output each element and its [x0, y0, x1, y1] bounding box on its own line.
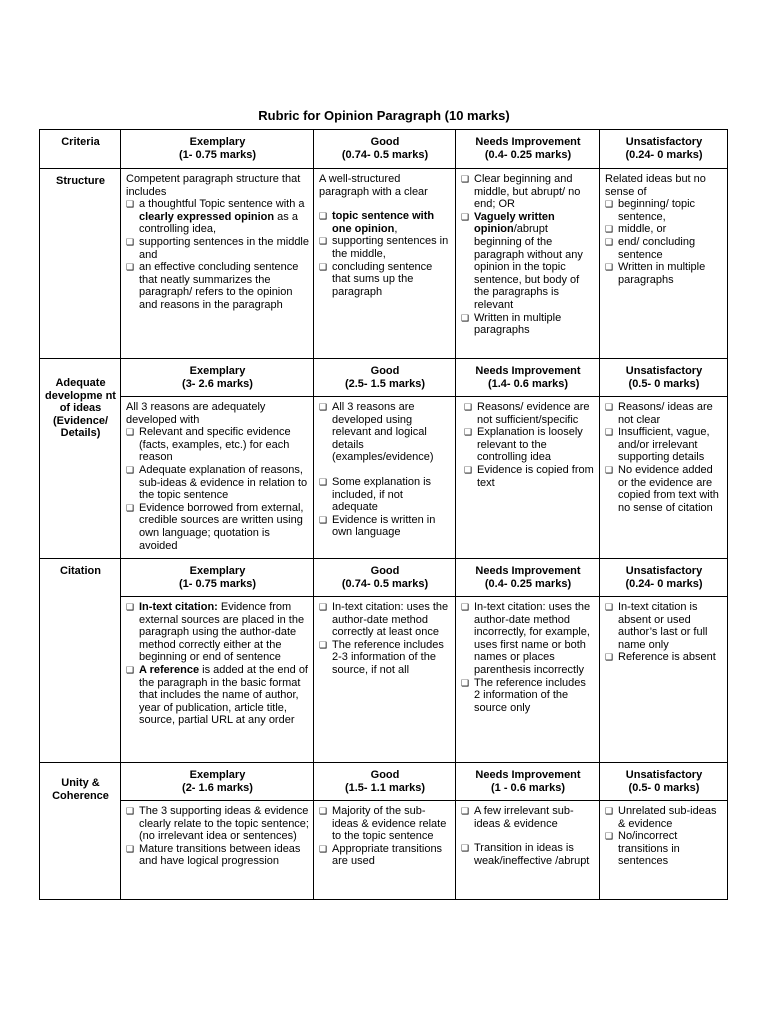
citation-good-header: Good (0.74- 0.5 marks): [314, 559, 456, 597]
checkbox-icon: ❑: [464, 464, 473, 475]
checkbox-icon: ❑: [605, 199, 614, 210]
checkbox-icon: ❑: [605, 464, 614, 475]
checkbox-icon: ❑: [126, 427, 135, 438]
header-row: [40, 130, 728, 169]
adequate-needs-cell: ❑ Reasons/ evidence are not sufficient/specific ❑ Explanation is loosely relevant to the controlling idea ❑ Evidence is copied from text: [456, 397, 600, 559]
checkbox-icon: ❑: [126, 464, 135, 475]
structure-row: [40, 169, 728, 359]
checkbox-icon: ❑: [319, 211, 328, 222]
checkbox-icon: ❑: [319, 514, 328, 525]
unity-good-header: Good (1.5- 1.1 marks): [314, 763, 456, 801]
unity-unsat-header: Unsatisfactory (0.5- 0 marks): [600, 763, 728, 801]
good-header: Good (0.74- 0.5 marks): [314, 130, 456, 169]
structure-exemplary-cell: Competent paragraph structure that includes ❑ a thoughtful Topic sentence with a clearly expressed opinion as a controlling idea, ❑ supporting sentences in the middle and ❑ an effective concluding sentence that neatly summarizes the paragraph/ refers to the opinion and reasons in the paragraph: [121, 169, 314, 359]
checkbox-icon: ❑: [126, 236, 135, 247]
checkbox-icon: ❑: [605, 402, 614, 412]
checkbox-icon: ❑: [605, 806, 614, 816]
criterion-citation: Citation: [40, 559, 121, 763]
checkbox-icon: ❑: [605, 236, 614, 247]
checkbox-icon: ❑: [319, 261, 328, 272]
adequate-header-row: [40, 359, 728, 397]
checkbox-icon: ❑: [319, 602, 328, 612]
unity-good-cell: ❑ Majority of the sub-ideas & evidence relate to the topic sentence ❑ Appropriate transitions are used: [314, 801, 456, 900]
checkbox-icon: ❑: [319, 476, 328, 487]
criterion-structure: Structure: [40, 169, 121, 359]
exemplary-header: Exemplary (1- 0.75 marks): [121, 130, 314, 169]
adequate-good-cell: ❑ All 3 reasons are developed using relevant and logical details (examples/evidence) ❑ Some explanation is included, if not adequate ❑ Evidence is written in own language: [314, 397, 456, 559]
checkbox-icon: ❑: [605, 427, 614, 438]
adequate-exemplary-cell: All 3 reasons are adequately developed with ❑ Relevant and specific evidence (facts, examples, etc.) for each reason ❑ Adequate explanation of reasons, sub-ideas & evidence in relation to the topic sentence ❑ Evidence borrowed from external, credible sources are written using own language; quotation is avoided: [121, 397, 314, 559]
structure-good-cell: A well-structured paragraph with a clear ❑ topic sentence with one opinion, ❑ supporting sentences in the middle, ❑ concluding sentence that sums up the paragraph: [314, 169, 456, 359]
adequate-exemplary-header: Exemplary (3- 2.6 marks): [121, 359, 314, 397]
checkbox-icon: ❑: [605, 224, 614, 235]
checkbox-icon: ❑: [319, 236, 328, 247]
checkbox-icon: ❑: [319, 402, 328, 412]
checkbox-icon: ❑: [126, 262, 135, 273]
unsatisfactory-header: Unsatisfactory (0.24- 0 marks): [600, 130, 728, 169]
checkbox-icon: ❑: [464, 427, 473, 438]
unity-row: [40, 801, 728, 900]
adequate-row: [40, 397, 728, 559]
checkbox-icon: ❑: [319, 843, 328, 854]
checkbox-icon: ❑: [126, 199, 135, 210]
checkbox-icon: ❑: [126, 806, 135, 816]
unity-unsat-cell: ❑ Unrelated sub-ideas & evidence ❑ No/incorrect transitions in sentences: [600, 801, 728, 900]
criterion-unity: Unity & Coherence: [40, 763, 121, 900]
checkbox-icon: ❑: [126, 502, 135, 513]
checkbox-icon: ❑: [464, 402, 473, 412]
adequate-unsat-header: Unsatisfactory (0.5- 0 marks): [600, 359, 728, 397]
page-title: Rubric for Opinion Paragraph (10 marks): [258, 108, 510, 123]
citation-needs-cell: ❑ In-text citation: uses the author-date method incorrectly, for example, uses first name or both names or places parenthesis incorrectly ❑ The reference includes 2 information of the source only: [456, 597, 600, 763]
checkbox-icon: ❑: [461, 677, 470, 688]
citation-exemplary-header: Exemplary (1- 0.75 marks): [121, 559, 314, 597]
checkbox-icon: ❑: [605, 262, 614, 273]
structure-needs-cell: ❑ Clear beginning and middle, but abrupt/ no end; OR ❑ Vaguely written opinion/abrupt beginning of the paragraph without any opinion in the topic sentence, but body of the paragraphs is relevant ❑ Written in multiple paragraphs: [456, 169, 600, 359]
checkbox-icon: ❑: [605, 831, 614, 842]
unity-needs-header: Needs Improvement (1 - 0.6 marks): [456, 763, 600, 801]
checkbox-icon: ❑: [461, 602, 470, 612]
checkbox-icon: ❑: [319, 806, 328, 816]
criteria-header: Criteria: [40, 130, 121, 169]
checkbox-icon: ❑: [126, 843, 135, 854]
adequate-good-header: Good (2.5- 1.5 marks): [314, 359, 456, 397]
citation-row: [40, 597, 728, 763]
citation-needs-header: Needs Improvement (0.4- 0.25 marks): [456, 559, 600, 597]
citation-unsat-header: Unsatisfactory (0.24- 0 marks): [600, 559, 728, 597]
adequate-unsat-cell: ❑ Reasons/ ideas are not clear ❑ Insufficient, vague, and/or irrelevant supporting details ❑ No evidence added or the evidence are copied from text with no sense of citation: [600, 397, 728, 559]
checkbox-icon: ❑: [461, 843, 470, 854]
structure-unsat-cell: Related ideas but no sense of ❑ beginning/ topic sentence, ❑ middle, or ❑ end/ concluding sentence ❑ Written in multiple paragraphs: [600, 169, 728, 359]
checkbox-icon: ❑: [461, 211, 470, 222]
unity-header-row: [40, 763, 728, 801]
checkbox-icon: ❑: [461, 806, 470, 816]
adequate-needs-header: Needs Improvement (1.4- 0.6 marks): [456, 359, 600, 397]
criterion-adequate: Adequate developme nt of ideas (Evidence/ Details): [40, 359, 121, 559]
checkbox-icon: ❑: [319, 639, 328, 650]
citation-exemplary-cell: ❑ In-text citation: Evidence from external sources are placed in the paragraph using the author-date method correctly either at the beginning or end of sentence ❑ A reference is added at the end of the paragraph in the basic format that includes the name of author, year of publication, article title, source, partial URL at any order: [121, 597, 314, 763]
checkbox-icon: ❑: [461, 312, 470, 323]
checkbox-icon: ❑: [461, 174, 470, 184]
needs-improvement-header: Needs Improvement (0.4- 0.25 marks): [456, 130, 600, 169]
checkbox-icon: ❑: [126, 602, 135, 612]
citation-header-row: [40, 559, 728, 597]
checkbox-icon: ❑: [605, 652, 614, 663]
unity-exemplary-cell: ❑ The 3 supporting ideas & evidence clearly relate to the topic sentence; (no irrelevant idea or sentences) ❑ Mature transitions between ideas and have logical progression: [121, 801, 314, 900]
citation-unsat-cell: ❑ In-text citation is absent or used author’s last or full name only ❑ Reference is absent: [600, 597, 728, 763]
checkbox-icon: ❑: [126, 664, 135, 675]
rubric-table: [39, 129, 728, 900]
unity-needs-cell: ❑ A few irrelevant sub-ideas & evidence ❑ Transition in ideas is weak/ineffective /abrupt: [456, 801, 600, 900]
checkbox-icon: ❑: [605, 602, 614, 612]
citation-good-cell: ❑ In-text citation: uses the author-date method correctly at least once ❑ The reference includes 2-3 information of the source, if not all: [314, 597, 456, 763]
unity-exemplary-header: Exemplary (2- 1.6 marks): [121, 763, 314, 801]
